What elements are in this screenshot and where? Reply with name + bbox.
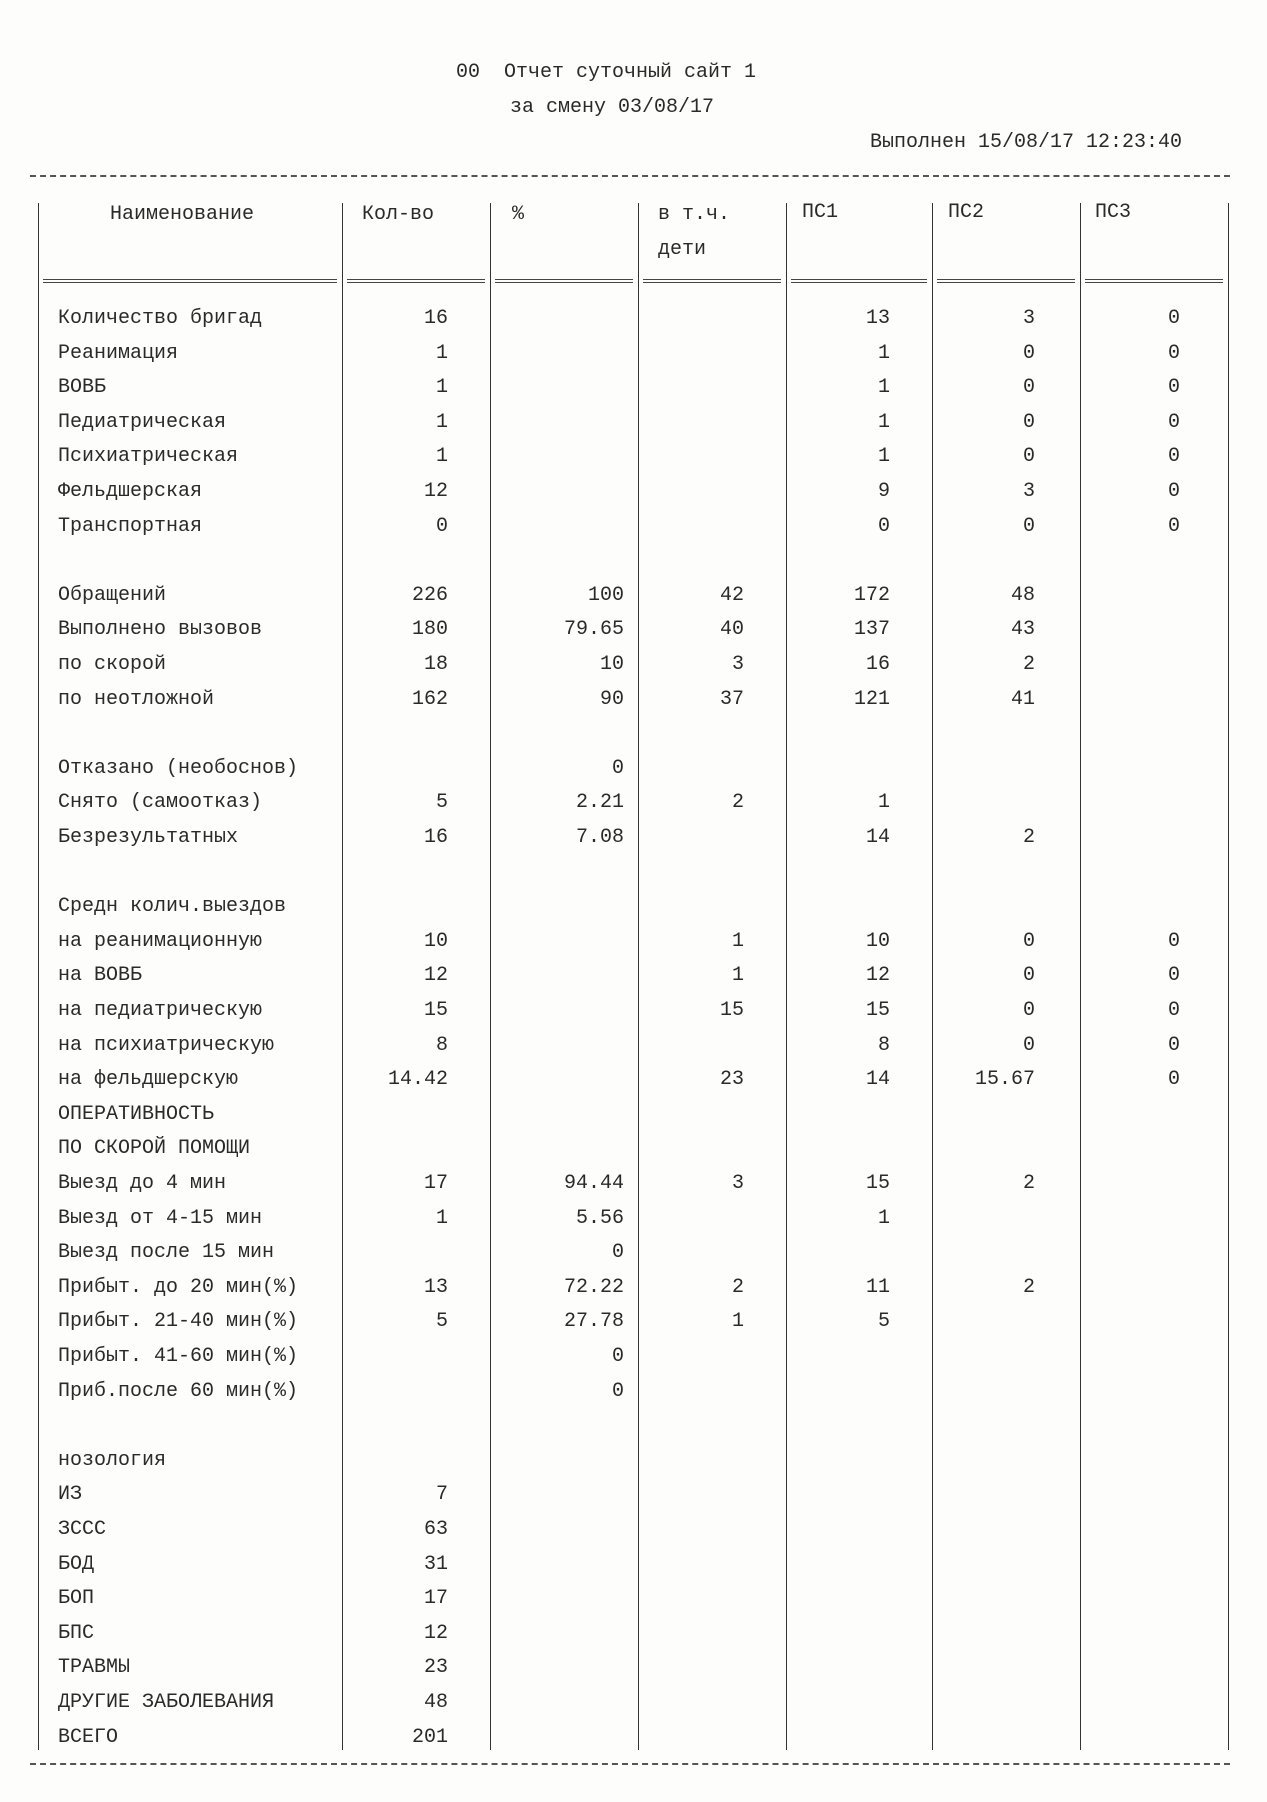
row-label: нозология xyxy=(58,1448,167,1472)
cell-ps1: 1 xyxy=(877,376,890,400)
cell-ps2: 15.67 xyxy=(974,1068,1035,1092)
cell-qty: 16 xyxy=(423,826,448,849)
column-border xyxy=(638,203,639,1750)
cell-pct: 10 xyxy=(599,653,624,676)
cell-ps3: 0 xyxy=(1167,307,1180,330)
cell-qty: 7 xyxy=(435,1483,448,1507)
row-label: на ВОВБ xyxy=(58,964,143,988)
row-label: на фельдшерскую xyxy=(58,1068,239,1092)
cell-qty: 180 xyxy=(411,618,448,642)
row-label: Выполнено вызовов xyxy=(58,618,263,642)
top-divider xyxy=(30,175,1230,177)
cell-ps1: 10 xyxy=(865,929,890,953)
cell-ps2: 0 xyxy=(1022,1033,1035,1057)
cell-ps2: 0 xyxy=(1022,376,1035,400)
row-label: Прибыт. 21-40 мин(%) xyxy=(58,1310,299,1334)
row-label: ЗССС xyxy=(58,1518,107,1541)
cell-ps1: 1 xyxy=(877,341,890,365)
cell-pct: 27.78 xyxy=(563,1310,624,1334)
cell-pct: 2.21 xyxy=(575,791,624,815)
column-border xyxy=(38,203,39,1750)
cell-ps1: 16 xyxy=(865,653,890,676)
cell-pct: 0 xyxy=(611,1345,624,1368)
cell-qty: 5 xyxy=(435,1310,448,1334)
row-label: Выезд до 4 мин xyxy=(58,1172,227,1195)
cell-ps2: 0 xyxy=(1022,445,1035,469)
cell-ps1: 15 xyxy=(865,999,890,1022)
cell-ps1: 1 xyxy=(877,410,890,434)
row-label: Прибыт. до 20 мин(%) xyxy=(58,1275,299,1299)
header-separator-segment xyxy=(1085,279,1223,283)
cell-ps2: 43 xyxy=(1010,618,1035,642)
header-qty: Кол-во xyxy=(362,203,435,226)
header-separator-segment xyxy=(347,279,485,283)
header-name: Наименование xyxy=(110,203,255,226)
cell-kids: 37 xyxy=(719,687,744,711)
row-label: Снято (самоотказ) xyxy=(58,791,263,815)
cell-ps1: 1 xyxy=(877,791,890,815)
row-label: Психиатрическая xyxy=(58,445,239,469)
column-border xyxy=(1228,203,1229,1750)
row-label: БОП xyxy=(58,1587,95,1611)
cell-ps1: 12 xyxy=(865,964,890,988)
cell-pct: 94.44 xyxy=(563,1172,624,1195)
row-label: Безрезультатных xyxy=(58,826,239,849)
cell-ps2: 48 xyxy=(1010,583,1035,607)
row-label: по неотложной xyxy=(58,687,215,711)
cell-ps3: 0 xyxy=(1167,445,1180,469)
row-label: Выезд от 4-15 мин xyxy=(58,1206,263,1230)
cell-qty: 23 xyxy=(423,1656,448,1680)
cell-kids: 2 xyxy=(731,1275,744,1299)
cell-kids: 1 xyxy=(731,929,744,953)
report-shift: за смену 03/08/17 xyxy=(510,96,715,119)
cell-ps1: 11 xyxy=(865,1275,890,1299)
report-done-timestamp: Выполнен 15/08/17 12:23:40 xyxy=(870,131,1183,154)
header-pct: % xyxy=(512,203,525,226)
cell-ps2: 0 xyxy=(1022,514,1035,538)
cell-ps1: 13 xyxy=(865,307,890,330)
cell-ps3: 0 xyxy=(1167,480,1180,503)
cell-qty: 48 xyxy=(423,1691,448,1714)
cell-qty: 16 xyxy=(423,307,448,330)
cell-qty: 14.42 xyxy=(387,1068,448,1092)
cell-pct: 90 xyxy=(599,687,624,711)
cell-ps1: 137 xyxy=(853,618,890,642)
cell-ps1: 8 xyxy=(877,1033,890,1057)
header-incl-kids: дети xyxy=(658,238,707,261)
cell-qty: 31 xyxy=(423,1552,448,1576)
cell-ps1: 1 xyxy=(877,1206,890,1230)
header-separator-segment xyxy=(43,279,337,283)
cell-qty: 17 xyxy=(423,1172,448,1195)
row-label: БПС xyxy=(58,1621,95,1645)
cell-ps3: 0 xyxy=(1167,1033,1180,1057)
cell-ps2: 0 xyxy=(1022,929,1035,953)
cell-kids: 1 xyxy=(731,964,744,988)
column-border xyxy=(1080,203,1081,1750)
cell-qty: 8 xyxy=(435,1033,448,1057)
column-border xyxy=(342,203,343,1750)
row-label: ТРАВМЫ xyxy=(58,1656,131,1680)
cell-ps1: 15 xyxy=(865,1172,890,1195)
cell-kids: 3 xyxy=(731,1172,744,1195)
cell-ps1: 14 xyxy=(865,1068,890,1092)
row-label: БОД xyxy=(58,1552,95,1576)
cell-qty: 12 xyxy=(423,1621,448,1645)
cell-pct: 79.65 xyxy=(563,618,624,642)
row-label: ДРУГИЕ ЗАБОЛЕВАНИЯ xyxy=(58,1691,275,1714)
cell-ps1: 5 xyxy=(877,1310,890,1334)
cell-ps2: 0 xyxy=(1022,410,1035,434)
column-border xyxy=(786,203,787,1750)
cell-ps3: 0 xyxy=(1167,929,1180,953)
cell-pct: 0 xyxy=(611,756,624,780)
cell-ps1: 1 xyxy=(877,445,890,469)
row-label: Педиатрическая xyxy=(58,410,227,434)
cell-qty: 10 xyxy=(423,929,448,953)
row-label: Количество бригад xyxy=(58,307,263,330)
cell-kids: 15 xyxy=(719,999,744,1022)
cell-qty: 5 xyxy=(435,791,448,815)
cell-ps2: 2 xyxy=(1022,653,1035,676)
row-label: ПО СКОРОЙ ПОМОЩИ xyxy=(58,1137,251,1161)
cell-ps2: 3 xyxy=(1022,480,1035,503)
row-label: по скорой xyxy=(58,653,167,676)
cell-qty: 17 xyxy=(423,1587,448,1611)
cell-ps1: 121 xyxy=(853,687,890,711)
row-label: на реанимационную xyxy=(58,929,263,953)
cell-ps3: 0 xyxy=(1167,999,1180,1022)
cell-pct: 5.56 xyxy=(575,1206,624,1230)
cell-kids: 2 xyxy=(731,791,744,815)
cell-ps3: 0 xyxy=(1167,964,1180,988)
cell-qty: 1 xyxy=(435,376,448,400)
header-ps3: ПС3 xyxy=(1095,201,1132,224)
cell-ps2: 0 xyxy=(1022,964,1035,988)
cell-ps2: 2 xyxy=(1022,1172,1035,1195)
cell-kids: 23 xyxy=(719,1068,744,1092)
cell-kids: 40 xyxy=(719,618,744,642)
row-label: Обращений xyxy=(58,583,167,607)
row-label: Отказано (необоснов) xyxy=(58,756,299,780)
row-label: ОПЕРАТИВНОСТЬ xyxy=(58,1102,215,1126)
cell-pct: 0 xyxy=(611,1379,624,1403)
cell-qty: 15 xyxy=(423,999,448,1022)
cell-ps1: 14 xyxy=(865,826,890,849)
cell-ps2: 0 xyxy=(1022,999,1035,1022)
cell-qty: 1 xyxy=(435,410,448,434)
cell-ps1: 0 xyxy=(877,514,890,538)
cell-qty: 162 xyxy=(411,687,448,711)
cell-ps3: 0 xyxy=(1167,341,1180,365)
column-border xyxy=(932,203,933,1750)
row-label: на педиатрическую xyxy=(58,999,263,1022)
cell-kids: 42 xyxy=(719,583,744,607)
row-label: Фельдшерская xyxy=(58,480,203,503)
cell-ps2: 0 xyxy=(1022,341,1035,365)
report-title: 00 Отчет суточный сайт 1 xyxy=(456,61,757,84)
row-label: Реанимация xyxy=(58,341,179,365)
cell-qty: 1 xyxy=(435,1206,448,1230)
row-label: Выезд после 15 мин xyxy=(58,1241,275,1265)
row-label: Приб.после 60 мин(%) xyxy=(58,1379,299,1403)
cell-pct: 0 xyxy=(611,1241,624,1265)
header-separator-segment xyxy=(495,279,633,283)
row-label: на психиатрическую xyxy=(58,1033,275,1057)
cell-qty: 63 xyxy=(423,1518,448,1541)
cell-ps2: 2 xyxy=(1022,1275,1035,1299)
cell-ps2: 2 xyxy=(1022,826,1035,849)
cell-ps1: 9 xyxy=(877,480,890,503)
cell-pct: 7.08 xyxy=(575,826,624,849)
cell-qty: 13 xyxy=(423,1275,448,1299)
cell-pct: 100 xyxy=(587,583,624,607)
cell-qty: 1 xyxy=(435,341,448,365)
row-label: ВОВБ xyxy=(58,376,107,400)
header-ps1: ПС1 xyxy=(802,201,839,224)
cell-ps2: 41 xyxy=(1010,687,1035,711)
header-ps2: ПС2 xyxy=(948,201,985,224)
cell-qty: 201 xyxy=(411,1725,448,1749)
header-separator-segment xyxy=(643,279,781,283)
cell-ps3: 0 xyxy=(1167,514,1180,538)
cell-qty: 18 xyxy=(423,653,448,676)
header-separator-segment xyxy=(791,279,927,283)
cell-kids: 3 xyxy=(731,653,744,676)
row-label: ИЗ xyxy=(58,1483,83,1507)
cell-qty: 12 xyxy=(423,964,448,988)
cell-qty: 12 xyxy=(423,480,448,503)
cell-kids: 1 xyxy=(731,1310,744,1334)
cell-ps3: 0 xyxy=(1167,410,1180,434)
cell-qty: 0 xyxy=(435,514,448,538)
row-label: Транспортная xyxy=(58,514,203,538)
row-label: Прибыт. 41-60 мин(%) xyxy=(58,1345,299,1368)
cell-pct: 72.22 xyxy=(563,1275,624,1299)
column-border xyxy=(490,203,491,1750)
cell-qty: 1 xyxy=(435,445,448,469)
cell-ps3: 0 xyxy=(1167,1068,1180,1092)
row-label: Средн колич.выездов xyxy=(58,895,287,919)
header-separator-segment xyxy=(937,279,1075,283)
cell-qty: 226 xyxy=(411,583,448,607)
row-label: ВСЕГО xyxy=(58,1725,119,1749)
cell-ps1: 172 xyxy=(853,583,890,607)
cell-ps2: 3 xyxy=(1022,307,1035,330)
header-incl: в т.ч. xyxy=(658,203,731,226)
cell-ps3: 0 xyxy=(1167,376,1180,400)
bottom-divider xyxy=(30,1763,1230,1765)
